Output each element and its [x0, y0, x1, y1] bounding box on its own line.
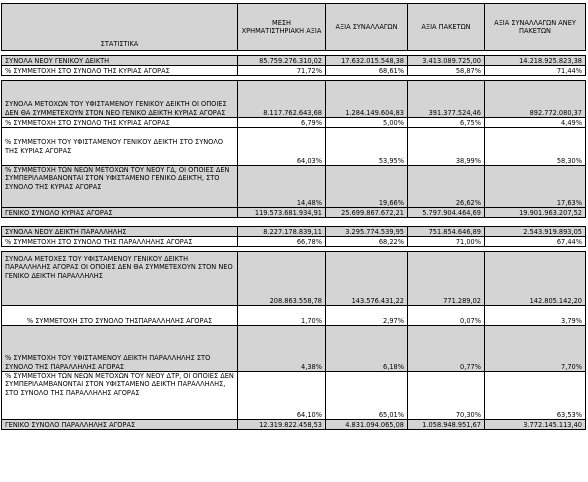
cell-value: 771.289,02: [408, 252, 485, 306]
cell-value: 4.831.094.065,08: [326, 420, 408, 430]
cell-value: 71,44%: [485, 66, 586, 76]
separator: [2, 218, 586, 227]
cell-value: 4,38%: [238, 326, 326, 372]
cell-value: 17.632.015.548,38: [326, 56, 408, 66]
table-row: [2, 252, 586, 306]
cell-value: 1,70%: [238, 306, 326, 326]
cell-value: 17,63%: [485, 166, 586, 208]
cell-value: 1.058.948.951,67: [408, 420, 485, 430]
table-row: [2, 227, 586, 237]
row-label: % ΣΥΜΜΕΤΟΧΗ ΤΩΝ ΝΕΩΝ ΜΕΤΟΧΩΝ ΤΟΥ ΝΕΟΥ ΓΔ, ΟΙ ΟΠΟΙΕΣ ΔΕΝ ΣΥΜΠΕΡΙΛΑΜΒΑΝΟΝΤΑΙ ΣΤΟΝ ΥΦΙΣΤΑΜΕΝΟ ΓΕΝΙΚΟ ΔΕΙΚΤΗ, ΣΤΟ ΣΥΝΟΛΟ ΤΗΣ ΚΥΡΙΑΣ ΑΓΟΡΑΣ: [2, 166, 238, 208]
cell-value: 65,01%: [326, 372, 408, 420]
cell-value: 26,62%: [408, 166, 485, 208]
table-row: [2, 208, 586, 218]
cell-value: 1.284.149.604,83: [326, 81, 408, 118]
cell-value: 7,70%: [485, 326, 586, 372]
cell-value: 14,48%: [238, 166, 326, 208]
row-label: ΣΥΝΟΛΑ ΜΕΤΟΧΩΝ ΤΟΥ ΥΦΙΣΤΑΜΕΝΟΥ ΓΕΝΙΚΟΥ ΔΕΙΚΤΗ ΟΙ ΟΠΟΙΕΣ ΔΕΝ ΘΑ ΣΥΜΜΕΤΕΧΟΥΝ ΣΤΟΝ ΝΕΟ ΓΕΝΙΚΟ ΔΕΙΚΤΗ ΚΥΡΙΑΣ ΑΓΟΡΑΣ: [2, 81, 238, 118]
table-row: [2, 56, 586, 66]
cell-value: 3,79%: [485, 306, 586, 326]
cell-value: 68,22%: [326, 237, 408, 247]
cell-value: 63,53%: [485, 372, 586, 420]
header-row: [2, 4, 586, 51]
cell-value: 3.772.145.113,40: [485, 420, 586, 430]
cell-value: 6,79%: [238, 118, 326, 128]
row-label: % ΣΥΜΜΕΤΟΧΗ ΤΟΥ ΥΦΙΣΤΑΜΕΝΟΥ ΓΕΝΙΚΟΥ ΔΕΙΚΤΗ ΣΤΟ ΣΥΝΟΛΟ ΤΗΣ ΚΥΡΙΑΣ ΑΓΟΡΑΣ: [2, 128, 238, 166]
cell-value: 71,00%: [408, 237, 485, 247]
cell-value: 68,61%: [326, 66, 408, 76]
cell-value: 208.863.558,78: [238, 252, 326, 306]
cell-value: 64,03%: [238, 128, 326, 166]
table-row: [2, 128, 586, 166]
cell-value: 2.543.919.893,05: [485, 227, 586, 237]
table-row: [2, 372, 586, 420]
table-row: [2, 237, 586, 247]
cell-value: 5,00%: [326, 118, 408, 128]
table-row: [2, 420, 586, 430]
cell-value: 58,30%: [485, 128, 586, 166]
row-label: ΣΥΝΟΛΑ ΝΕΟΥ ΓΕΝΙΚΟΥ ΔΕΙΚΤΗ: [2, 56, 238, 66]
cell-value: 14.218.925.823,38: [485, 56, 586, 66]
row-label: ΣΥΝΟΛΑ ΝΕΟΥ ΔΕΙΚΤΗ ΠΑΡΑΛΛΗΛΗΣ: [2, 227, 238, 237]
row-label: % ΣΥΜΜΕΤΟΧΗ ΤΩΝ ΝΕΩΝ ΜΕΤΟΧΩΝ ΤΟΥ ΝΕΟΥ ΔΤΡ, ΟΙ ΟΠΟΙΕΣ ΔΕΝ ΣΥΜΠΕΡΙΛΑΜΒΑΝΟΝΤΑΙ ΣΤΟΝ ΥΦΙΣΤΑΜΕΝΟ ΔΕΙΚΤΗ ΠΑΡΑΛΛΗΛΗΣ, ΣΤΟ ΣΥΝΟΛΟ ΤΗΣ ΠΑΡΑΛΛΗΛΗΣ ΑΓΟΡΑΣ: [2, 372, 238, 420]
cell-value: 71,72%: [238, 66, 326, 76]
cell-value: 19,66%: [326, 166, 408, 208]
cell-value: 19.901.963.207,52: [485, 208, 586, 218]
table-row: [2, 118, 586, 128]
header-avg-market-value: ΜΕΣΗ ΧΡΗΜΑΤΙΣΤΗΡΙΑΚΗ ΑΞΙΑ: [238, 4, 326, 51]
row-label: % ΣΥΜΜΕΤΟΧΗ ΤΟΥ ΥΦΙΣΤΑΜΕΝΟΥ ΔΕΙΚΤΗ ΠΑΡΑΛΛΗΛΗΣ ΣΤΟ ΣΥΝΟΛΟ ΤΗΣ ΠΑΡΑΛΛΗΛΗΣ ΑΓΟΡΑΣ: [2, 326, 238, 372]
cell-value: 85.759.276.310,02: [238, 56, 326, 66]
row-label: % ΣΥΜΜΕΤΟΧΗ ΣΤΟ ΣΥΝΟΛΟ ΤΗΣ ΚΥΡΙΑΣ ΑΓΟΡΑΣ: [2, 66, 238, 76]
cell-value: 58,87%: [408, 66, 485, 76]
cell-value: 892.772.080,37: [485, 81, 586, 118]
row-label: ΓΕΝΙΚΟ ΣΥΝΟΛΟ ΚΥΡΙΑΣ ΑΓΟΡΑΣ: [2, 208, 238, 218]
cell-value: 143.576.431,22: [326, 252, 408, 306]
header-transaction-value-excl-blocks: ΑΞΙΑ ΣΥΝΑΛΛΑΓΩΝ ΑΝΕΥ ΠΑΚΕΤΩΝ: [485, 4, 586, 51]
table-row: [2, 306, 586, 326]
cell-value: 66,78%: [238, 237, 326, 247]
cell-value: 3.413.089.725,00: [408, 56, 485, 66]
table-row: [2, 166, 586, 208]
cell-value: 25.699.867.672,21: [326, 208, 408, 218]
row-label: % ΣΥΜΜΕΤΟΧΗ ΣΤΟ ΣΥΝΟΛΟ ΤΗΣ ΚΥΡΙΑΣ ΑΓΟΡΑΣ: [2, 118, 238, 128]
cell-value: 5.797.904.464,69: [408, 208, 485, 218]
row-label: ΣΥΝΟΛΑ ΜΕΤΟΧΕΣ ΤΟΥ ΥΦΙΣΤΑΜΕΝΟΥ ΓΕΝΙΚΟΥ ΔΕΙΚΤΗ ΠΑΡΑΛΛΗΛΗΣ ΑΓΟΡΑΣ ΟΙ ΟΠΟΙΕΣ ΔΕΝ ΘΑ ΣΥΜΜΕΤΕΧΟΥΝ ΣΤΟΝ ΝΕΟ ΓΕΝΙΚΟ ΔΕΙΚΤΗ ΠΑΡΑΛΛΗΛΗΣ: [2, 252, 238, 306]
header-statistics: ΣΤΑΤΙΣΤΙΚΑ: [2, 4, 238, 51]
cell-value: 6,18%: [326, 326, 408, 372]
cell-value: 53,95%: [326, 128, 408, 166]
row-label: % ΣΥΜΜΕΤΟΧΗ ΣΤΟ ΣΥΝΟΛΟ ΤΗΣΠΑΡΑΛΛΗΛΗΣ ΑΓΟΡΑΣ: [2, 306, 238, 326]
cell-value: 391.377.524,46: [408, 81, 485, 118]
cell-value: 12.319.822.458,53: [238, 420, 326, 430]
row-label: % ΣΥΜΜΕΤΟΧΗ ΣΤΟ ΣΥΝΟΛΟ ΤΗΣ ΠΑΡΑΛΛΗΛΗΣ ΑΓΟΡΑΣ: [2, 237, 238, 247]
table-row: [2, 66, 586, 76]
cell-value: 38,99%: [408, 128, 485, 166]
table-row: [2, 81, 586, 118]
cell-value: 67,44%: [485, 237, 586, 247]
cell-value: 70,30%: [408, 372, 485, 420]
cell-value: 3.295.774.539,95: [326, 227, 408, 237]
row-label: ΓΕΝΙΚΟ ΣΥΝΟΛΟ ΠΑΡΑΛΛΗΛΗΣ ΑΓΟΡΑΣ: [2, 420, 238, 430]
cell-value: 8.227.178.839,11: [238, 227, 326, 237]
cell-value: 64,10%: [238, 372, 326, 420]
cell-value: 119.573.681.934,91: [238, 208, 326, 218]
statistics-table: [1, 3, 586, 430]
cell-value: 4,49%: [485, 118, 586, 128]
cell-value: 2,97%: [326, 306, 408, 326]
header-transaction-value: ΑΞΙΑ ΣΥΝΑΛΛΑΓΩΝ: [326, 4, 408, 51]
cell-value: 6,75%: [408, 118, 485, 128]
cell-value: 751.854.646,89: [408, 227, 485, 237]
header-block-value: ΑΞΙΑ ΠΑΚΕΤΩΝ: [408, 4, 485, 51]
cell-value: 8.117.762.643,68: [238, 81, 326, 118]
cell-value: 142.805.142,20: [485, 252, 586, 306]
cell-value: 0,07%: [408, 306, 485, 326]
cell-value: 0,77%: [408, 326, 485, 372]
table-row: [2, 326, 586, 372]
